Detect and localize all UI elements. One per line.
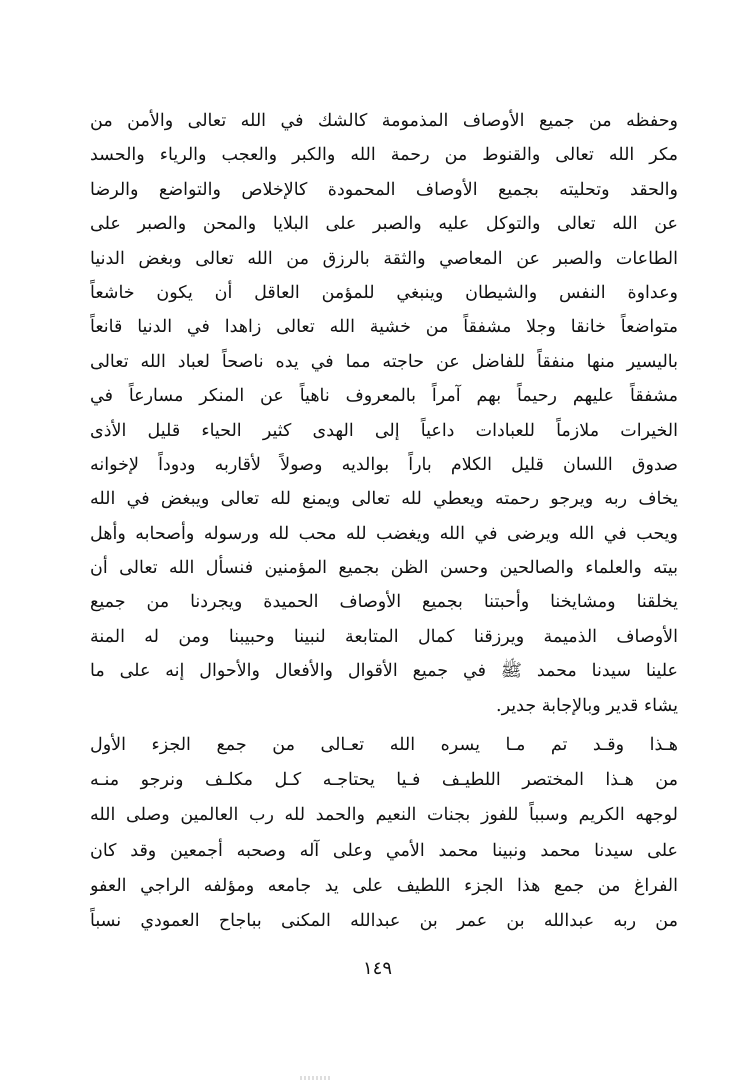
text-line: من ربه عبدالله بن عمر بن عبدالله المكنى بباجاح العمودي نسباً bbox=[90, 910, 678, 931]
text-line: مكر الله تعالى والقنوط من رحمة الله والكبر والعجب والرياء والحسد bbox=[90, 145, 678, 166]
text-line: باليسير منها منفقاً للفاضل عن حاجته مما في يده ناصحاً لعباد الله تعالى bbox=[90, 351, 678, 372]
text-line: صدوق اللسان قليل الكلام باراً بوالديه وصولاً لأقاربه ودوداً لإخوانه bbox=[90, 454, 678, 475]
text-line: متواضعاً خانقا وجلا مشفقاً من خشية الله تعالى زاهدا في الدنيا قانعاً bbox=[90, 317, 678, 338]
page-number: ١٤٩ bbox=[362, 958, 392, 979]
text-line: ويحب في الله ويرضى في الله ويغضب لله محب لله ورسوله وأصحابه وأهل bbox=[90, 523, 678, 544]
text-line: عن الله تعالى والتوكل عليه والصبر على البلايا والمحن والصبر على bbox=[90, 214, 678, 235]
colophon-paragraph bbox=[90, 728, 678, 939]
text-line: بيته والعلماء والصالحين وحسن الظن بجميع المؤمنين فنسأل الله تعالى أن bbox=[90, 558, 678, 579]
text-line: لوجهه الكريم وسبباً للفوز بجنات النعيم والحمد لله رب العالمين وصلى الله bbox=[90, 805, 678, 826]
text-line: مشفقاً عليهم رحيماً بهم آمراً بالمعروف ناهياً عن المنكر مسارعاً في bbox=[90, 386, 678, 407]
scan-artifact bbox=[300, 1076, 330, 1080]
text-line: الطاعات والصبر عن المعاصي والثقة بالرزق من الله تعالى وبغض الدنيا bbox=[90, 248, 678, 269]
text-line: وحفظه من جميع الأوصاف المذمومة كالشك في الله تعالى والأمن من bbox=[90, 111, 678, 131]
text-line: الفراغ من جمع هذا الجزء اللطيف على يد جامعه ومؤلفه الراجي العفو bbox=[90, 875, 678, 896]
text-line: يخلقنا ومشايخنا وأحبتنا بجميع الأوصاف الحميدة ويجردنا من جميع bbox=[90, 592, 678, 613]
text-line: يشاء قدير وبالإجابة جدير. bbox=[496, 695, 678, 716]
text-line: وعداوة النفس والشيطان وينبغي للمؤمن العاقل أن يكون خاشعاً bbox=[90, 282, 678, 303]
text-line: هـذا وقـد تم مـا يسره الله تعـالى من جمع الجزء الأول bbox=[90, 735, 678, 755]
text-line: والحقد وتحليته بجميع الأوصاف المحمودة كالإخلاص والتواضع والرضا bbox=[90, 179, 678, 200]
text-line: على سيدنا محمد ونبينا محمد الأمي وعلى آله وصحبه أجمعين وقد كان bbox=[90, 840, 678, 861]
text-line: الخيرات ملازماً للعبادات داعياً إلى الهدى كثير الحياء قليل الأذى bbox=[90, 420, 678, 441]
text-line: يخاف ربه ويرجو رحمته ويعطي لله تعالى ويمنع لله تعالى ويبغض في الله bbox=[90, 489, 678, 510]
text-line: من هـذا المختصر اللطيـف فـيا يحتاجـه كـل مكلـف ونرجو منـه bbox=[90, 770, 678, 791]
closing-paragraph bbox=[90, 104, 678, 723]
text-line: علينا سيدنا محمد ﷺ في جميع الأقوال والأفعال والأحوال إنه على ما bbox=[90, 661, 678, 682]
text-line: الأوصاف الذميمة ويرزقنا كمال المتابعة لنبينا وحبيبنا ومن له المنة bbox=[90, 626, 678, 647]
